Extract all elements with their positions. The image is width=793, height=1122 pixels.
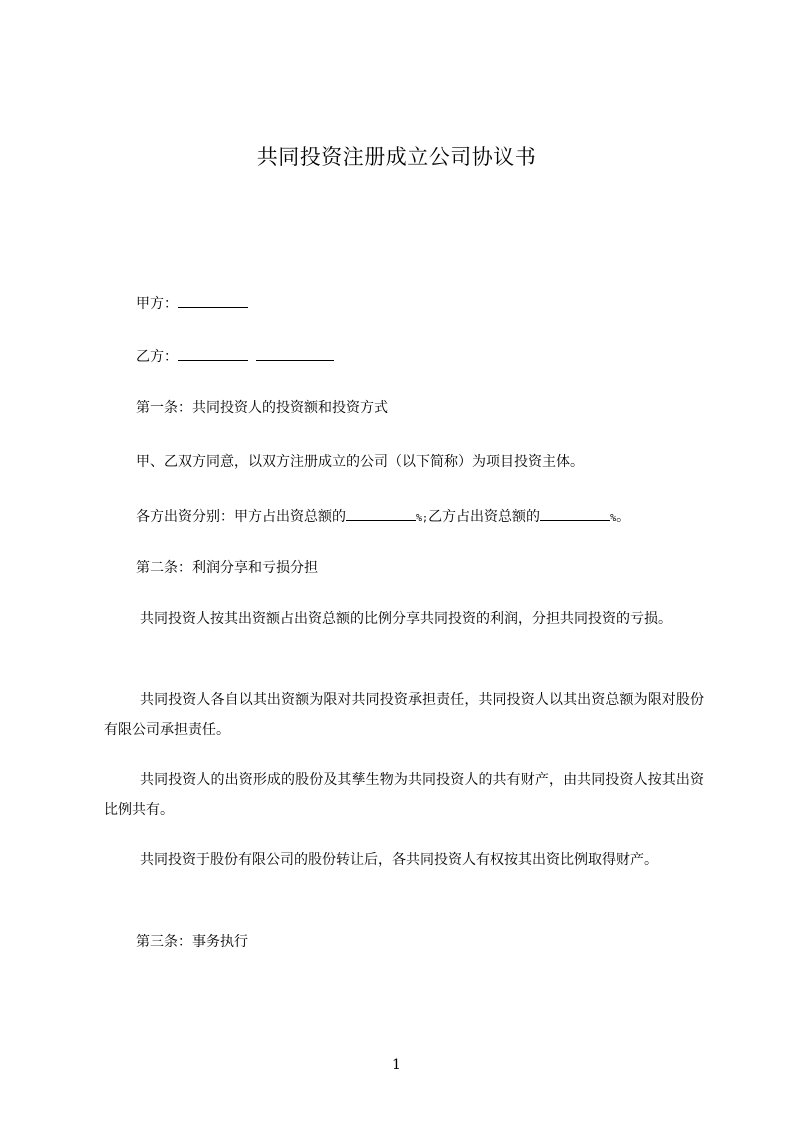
- contribution-suffix: 。: [616, 509, 631, 525]
- party-a-label: 甲方：: [136, 296, 178, 312]
- article-2-paragraph-1: 共同投资人按其出资额占出资总额的比例分享共同投资的利润，分担共同投资的亏损。: [140, 611, 672, 627]
- party-b-line: [136, 345, 334, 367]
- article-1-paragraph: 甲、乙双方同意，以双方注册成立的公司（以下简称）为项目投资主体。: [136, 454, 584, 470]
- article-2-paragraph-4: 共同投资于股份有限公司的股份转让后，各共同投资人有权按其出资比例取得财产。: [140, 852, 658, 868]
- article-2-paragraph-2: 共同投资人各自以其出资额为限对共同投资承担责任，共同投资人以其出资总额为限对股份有限公司承担责任。: [104, 692, 704, 738]
- party-a-line: [136, 292, 248, 314]
- article-3-heading: 第三条：事务执行: [136, 934, 248, 950]
- separator: ;: [422, 513, 429, 524]
- page-number: 1: [392, 1057, 401, 1073]
- party-b-percent-blank: [540, 505, 610, 521]
- contribution-prefix: 各方出资分别：甲方占出资总额的: [136, 509, 346, 525]
- contribution-line: [136, 505, 630, 529]
- article-2-paragraph-3: 共同投资人的出资形成的股份及其孳生物为共同投资人的共有财产，由共同投资人按其出资比例共有。: [104, 772, 704, 818]
- percent-sign-a: %: [416, 513, 423, 524]
- party-b-blank-1: [178, 345, 248, 361]
- article-1-heading: 第一条：共同投资人的投资额和投资方式: [136, 400, 388, 416]
- party-a-blank: [178, 292, 248, 308]
- party-b-blank-2: [256, 345, 334, 361]
- article-2-heading: 第二条：利润分享和亏损分担: [136, 560, 318, 576]
- party-a-percent-blank: [346, 505, 416, 521]
- contribution-middle: 乙方占出资总额的: [428, 509, 541, 525]
- document-title: 共同投资注册成立公司协议书: [256, 145, 537, 169]
- party-b-label: 乙方：: [136, 349, 178, 365]
- percent-sign-b: %: [610, 513, 617, 524]
